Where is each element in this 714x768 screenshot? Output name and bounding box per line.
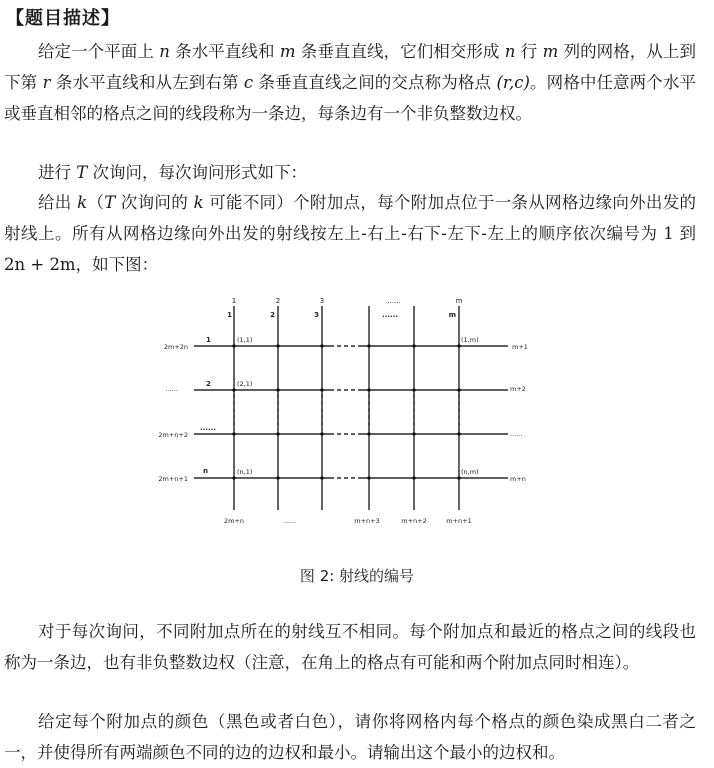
bottom-ray-label: m+n+2 (401, 517, 427, 525)
top-ray-label: 3 (319, 297, 325, 305)
point-label: (1,1) (237, 336, 253, 344)
left-ray-label: ...... (165, 385, 178, 393)
column-label: 2 (270, 311, 275, 319)
column-label: m (448, 311, 456, 319)
figure-caption: 图 2: 射线的编号 (299, 567, 415, 585)
row-label: 2 (206, 380, 211, 388)
section-heading: 【题目描述】 (6, 8, 120, 29)
top-ray-label: 1 (231, 297, 237, 305)
paragraph-queries: 进行 T 次询问，每次询问形式如下： (38, 163, 308, 182)
top-ray-label: ...... (387, 297, 401, 305)
point-label: (n,1) (237, 468, 253, 476)
paragraph-coloring-task: 给定每个附加点的颜色（黑色或者白色），请你将网格内每个格点的颜色染成黑白二者之一，并使得所有两端颜色不同的边的边权和最小。请输出这个最小的边权和。 (4, 712, 696, 762)
column-label: 3 (314, 311, 319, 319)
paragraph-distinct-rays: 对于每次询问，不同附加点所在的射线互不相同。每个附加点和最近的格点之间的线段也称为一条边，也有非负整数边权（注意，在角上的格点有可能和两个附加点同时相连）。 (4, 622, 696, 672)
point-label: (n,m) (461, 468, 479, 476)
left-ray-label: 2m+n+1 (158, 475, 188, 483)
left-ray-label: 2m+n+2 (158, 431, 188, 439)
bottom-ray-label: 2m+n (223, 517, 245, 525)
column-label: 1 (227, 311, 232, 319)
row-label: n (203, 467, 208, 475)
point-label: (2,1) (237, 380, 253, 388)
top-ray-label: 2 (275, 297, 281, 305)
row-label: 1 (206, 336, 211, 344)
bottom-ray-label: m+n+1 (446, 517, 472, 525)
point-label: (1,m) (461, 336, 479, 344)
right-ray-label: m+n (510, 475, 526, 483)
ray-numbering-figure (150, 294, 550, 534)
row-label: ...... (200, 424, 216, 432)
column-label: ...... (382, 311, 398, 319)
paragraph-extra-points: 给出 k（T 次询问的 k 可能不同）个附加点，每个附加点位于一条从网格边缘向外出发的射线上。所有从网格边缘向外出发的射线按左上-右上-右下-左下-左上的顺序依次编号为 1 到 2n + 2m，如下图： (4, 193, 697, 274)
right-ray-label: m+1 (512, 343, 528, 351)
right-ray-label: m+2 (510, 385, 526, 393)
bottom-ray-label: m+n+3 (354, 517, 380, 525)
right-ray-label: ...... (510, 430, 523, 438)
left-ray-label: 2m+2n (163, 343, 188, 351)
paragraph-grid-definition: 给定一个平面上 n 条水平直线和 m 条垂直直线，它们相交形成 n 行 m 列的网格，从上到下第 r 条水平直线和从左到右第 c 条垂直直线之间的交点称为格点 (r,c)。网格中任意两个水平或垂直相邻的格点之间的线段称为一条边，每条边有一个非负整数边权。 (4, 42, 697, 123)
bottom-ray-label: ...... (283, 517, 297, 525)
top-ray-label: m (455, 297, 463, 305)
